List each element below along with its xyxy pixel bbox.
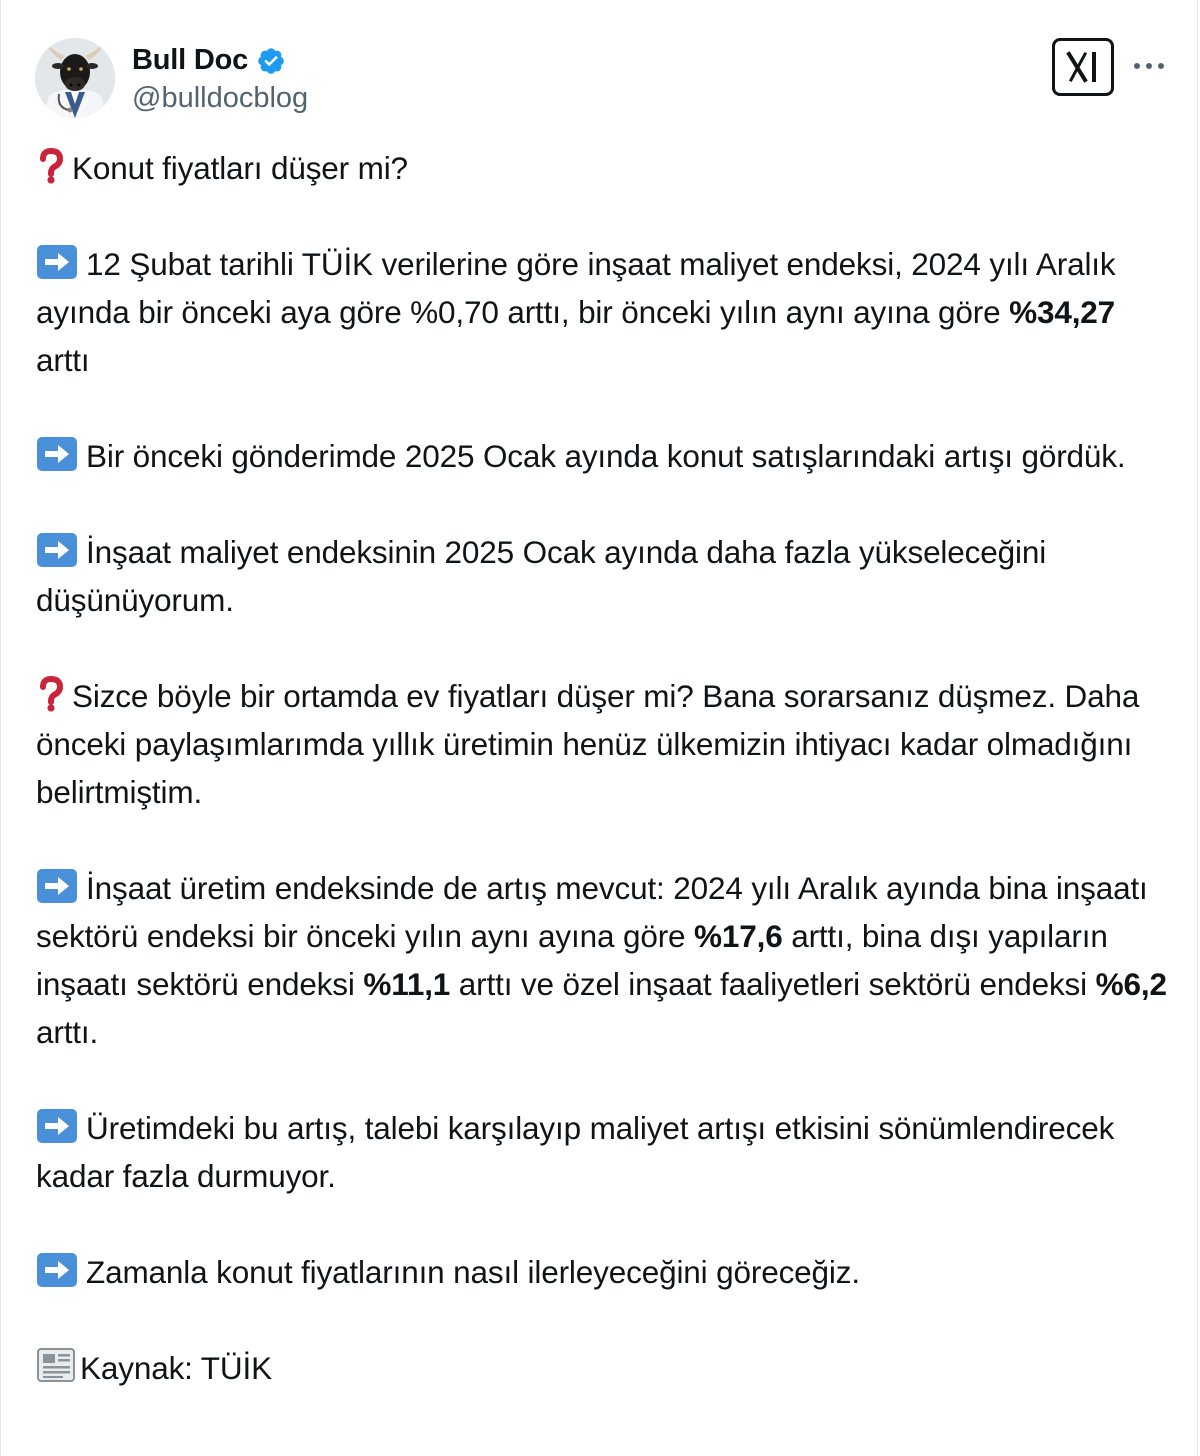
more-options-button[interactable]: [1129, 48, 1169, 84]
paragraph-conclusion: [36, 1248, 1176, 1296]
paragraph-opinion: [36, 672, 1176, 816]
user-handle[interactable]: @bulldocblog: [132, 81, 309, 114]
paragraph-production-effect: [36, 1104, 1176, 1200]
paragraph-forecast: [36, 528, 1176, 624]
question-mark-icon: [36, 676, 66, 712]
post-body: [36, 144, 1176, 1392]
x-logo-button[interactable]: [1052, 38, 1114, 96]
user-info: [132, 42, 308, 115]
paragraph-question: [36, 144, 1176, 192]
newspaper-icon: [36, 1346, 78, 1384]
right-arrow-icon: [36, 532, 78, 568]
paragraph-text: Bir önceki gönderimde 2025 Ocak ayında konut satışlarındaki artışı gördük.: [86, 438, 1126, 474]
right-arrow-icon: [36, 436, 78, 472]
paragraph-text: arttı ve özel inşaat faaliyetleri sektörü endeksi: [450, 966, 1096, 1002]
paragraph-text: arttı.: [36, 1014, 99, 1050]
verified-badge-icon: [256, 46, 286, 76]
right-arrow-icon: [36, 244, 78, 280]
x-logo-icon: [1066, 51, 1100, 83]
paragraph-text: Kaynak: TÜİK: [80, 1350, 272, 1386]
highlight-value: %11,1: [363, 966, 451, 1002]
bull-doctor-avatar-icon: [35, 38, 115, 118]
paragraph-construction-cost: [36, 240, 1176, 384]
paragraph-text: Zamanla konut fiyatlarının nasıl ilerleyeceğini göreceğiz.: [86, 1254, 860, 1290]
name-row: [132, 42, 308, 80]
right-arrow-icon: [36, 1108, 78, 1144]
highlight-value: %6,2: [1095, 966, 1167, 1002]
right-arrow-icon: [36, 1252, 78, 1288]
paragraph-text: Sizce böyle bir ortamda ev fiyatları düşer mi? Bana sorarsanız düşmez. Daha önceki paylaşımlarımda yıllık üretimin henüz ülkemizin ihtiyacı kadar olmadığını belirtmiştim.: [36, 678, 1140, 810]
paragraph-production-index: [36, 864, 1176, 1056]
paragraph-text: arttı, bina dışı yapıların inşaatı sektörü endeksi: [36, 918, 1108, 1002]
paragraph-text: İnşaat üretim endeksinde de artış mevcut: 2024 yılı Aralık ayında bina inşaatı sektörü endeksi bir önceki yılın aynı ayına göre: [36, 870, 1148, 954]
paragraph-text: Konut fiyatları düşer mi?: [72, 150, 408, 186]
post-header: [35, 38, 308, 118]
paragraph-sales: [36, 432, 1176, 480]
question-mark-icon: [36, 148, 66, 184]
right-arrow-icon: [36, 868, 78, 904]
display-name[interactable]: Bull Doc: [132, 44, 249, 76]
paragraph-source: [36, 1344, 1176, 1392]
more-options-icon: [1133, 62, 1165, 70]
highlight-value: %34,27: [1009, 294, 1116, 330]
avatar[interactable]: [35, 38, 115, 118]
highlight-value: %17,6: [694, 918, 783, 954]
paragraph-text: arttı: [36, 342, 90, 378]
paragraph-text: İnşaat maliyet endeksinin 2025 Ocak ayında daha fazla yükseleceğini düşünüyorum.: [36, 534, 1047, 618]
paragraph-text: 12 Şubat tarihli TÜİK verilerine göre inşaat maliyet endeksi, 2024 yılı Aralık ayında bir önceki aya göre %0,70 arttı, bir önceki yılın aynı ayına göre: [36, 246, 1116, 330]
paragraph-text: Üretimdeki bu artış, talebi karşılayıp maliyet artışı etkisini sönümlendirecek kadar fazla durmuyor.: [36, 1110, 1115, 1194]
